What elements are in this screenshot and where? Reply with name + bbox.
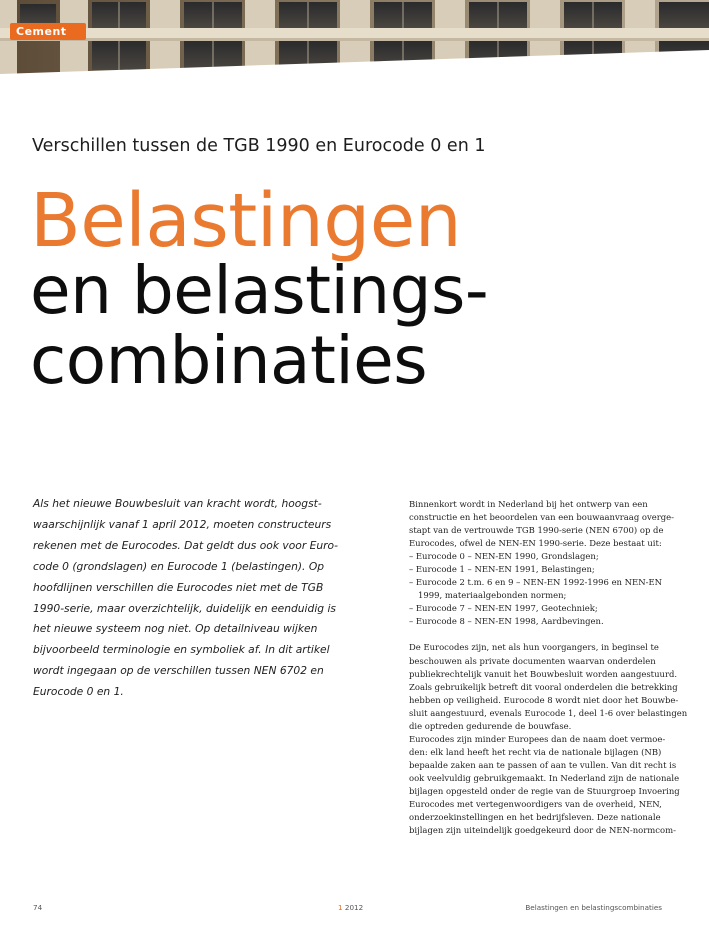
body-line: beschouwen als private documenten waarvan onderdelen — [409, 655, 656, 666]
article-title-accent: Belastingen — [30, 178, 462, 264]
body-line: Eurocodes, ofwel de NEN-EN 1990-serie. Deze bestaat uit: — [409, 538, 662, 549]
body-line: die optreden gedurende de bouwfase. — [409, 720, 572, 731]
eurocode-list — [409, 550, 684, 628]
body-line: bepaalde zaken aan te passen of aan te vullen. Van dit recht is — [409, 759, 677, 770]
article-body — [409, 498, 688, 837]
body-line: onderzoekinstellingen en het bedrijfsleven. Deze nationale — [409, 812, 661, 823]
body-line: stapt van de vertrouwde TGB 1990-serie (NEN 6700) op de — [409, 525, 664, 536]
article-title-line: en belastings- — [30, 252, 489, 329]
article-title — [30, 252, 489, 399]
body-line: bijlagen opgesteld onder de regie van de Stuurgroep Invoering — [409, 785, 680, 796]
issue-label — [338, 903, 363, 912]
intro-line: 1990-serie, maar overzichtelijk, duidelijk en eenduidig is — [33, 601, 337, 615]
intro-line: bijvoorbeeld terminologie en symboliek af. In dit artikel — [33, 643, 330, 657]
body-line: Eurocodes met vertegenwoordigers van de overheid, NEN, — [409, 799, 662, 810]
page-number: 74 — [33, 903, 43, 912]
body-line: hebben op veiligheid. Eurocode 8 wordt niet door het Bouwbe- — [409, 694, 679, 705]
list-item: – Eurocode 0 – NEN-EN 1990, Grondslagen; — [409, 551, 599, 562]
intro-line: wordt ingegaan op de verschillen tussen NEN 6702 en — [33, 664, 324, 678]
intro-line: waarschijnlijk vanaf 1 april 2012, moeten constructeurs — [33, 517, 332, 531]
body-line: publiekrechtelijk vanuit het Bouwbesluit worden aangestuurd. — [409, 668, 678, 679]
paragraph-gap — [409, 628, 684, 641]
running-title: Belastingen en belastingscombinaties — [525, 903, 662, 912]
building-facade-image — [0, 0, 709, 78]
list-item: – Eurocode 1 – NEN-EN 1991, Belastingen; — [409, 564, 595, 575]
body-line: sluit aangestuurd, evenals Eurocode 1, deel 1-6 over belastingen — [409, 707, 688, 718]
body-line: Eurocodes zijn minder Europees dan de naam doet vermoe- — [409, 733, 666, 744]
article-kicker: Verschillen tussen de TGB 1990 en Eurocode 0 en 1 — [32, 136, 486, 156]
body-line: ook veelvuldig gebruikgemaakt. In Nederland zijn de nationale — [409, 772, 680, 783]
body-line: Binnenkort wordt in Nederland bij het ontwerp van een — [409, 499, 648, 509]
list-item: – Eurocode 8 – NEN-EN 1998, Aardbevingen. — [409, 616, 604, 627]
body-line: constructie en het beoordelen van een bouwaanvraag overge- — [409, 512, 675, 523]
intro-line: hoofdlijnen verschillen die Eurocodes niet met de TGB — [33, 580, 324, 594]
intro-line: Als het nieuwe Bouwbesluit van kracht wordt, hoogst- — [33, 497, 322, 510]
list-item-continuation: 1999, materiaalgebonden normen; — [418, 590, 567, 601]
body-line: Zoals gebruikelijk betreft dit vooral onderdelen die betrekking — [409, 681, 678, 692]
body-line: den: elk land heeft het recht via de nationale bijlagen (NB) — [409, 746, 662, 757]
article-intro — [33, 494, 338, 703]
article-title-line: combinaties — [30, 322, 428, 399]
cement-logo — [10, 23, 86, 40]
issue-number: 1 — [338, 903, 343, 912]
body-line: De Eurocodes zijn, net als hun voorgangers, in beginsel te — [409, 642, 659, 653]
body-paragraph-1 — [409, 498, 684, 550]
body-paragraph-2 — [409, 641, 688, 837]
issue-year: 2012 — [344, 903, 364, 912]
header-photo — [0, 0, 709, 78]
intro-line: rekenen met de Eurocodes. Dat geldt dus ook voor Euro- — [33, 538, 338, 552]
body-line: bijlagen zijn uiteindelijk goedgekeurd door de NEN-normcom- — [409, 825, 676, 836]
list-item: – Eurocode 2 t.m. 6 en 9 – NEN-EN 1992-1996 en NEN-EN — [409, 577, 662, 588]
intro-line: het nieuwe systeem nog niet. Op detailniveau wijken — [33, 622, 318, 636]
cement-logo-label: Cement — [16, 25, 67, 38]
list-item: – Eurocode 7 – NEN-EN 1997, Geotechniek; — [409, 603, 598, 614]
intro-line: Eurocode 0 en 1. — [33, 685, 124, 699]
intro-line: code 0 (grondslagen) en Eurocode 1 (belastingen). Op — [33, 559, 325, 573]
